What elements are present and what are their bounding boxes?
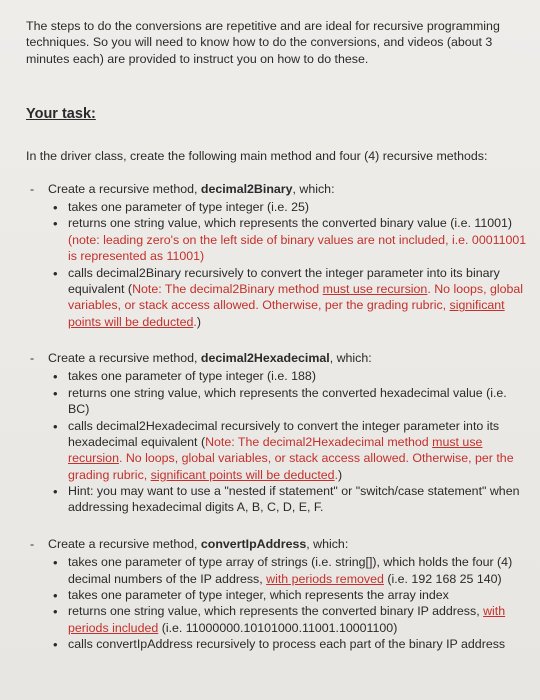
item-text: returns one string value, which represents the converted binary value (i.e. 11001): [68, 216, 513, 231]
list-item: [48, 199, 530, 215]
item-text: takes one parameter of type integer, which represents the array index: [68, 587, 449, 602]
list-item: [48, 603, 530, 636]
list-item: [48, 554, 530, 587]
note-text: .: [334, 467, 339, 482]
underlined-note: significant points will be deducted: [150, 467, 335, 482]
title-text: , which:: [329, 351, 372, 365]
block-title: [48, 181, 530, 197]
bullet-list: [48, 368, 530, 515]
method-block-convertipaddress: [26, 536, 530, 653]
note-text: . No loops, global variables, or stack access allowed. Otherwise, per the grading rubric,: [68, 281, 524, 313]
bullet-icon: •: [53, 385, 58, 401]
method-block-decimal2hexadecimal: [26, 350, 530, 516]
dash-marker: -: [30, 181, 35, 196]
bullet-icon: •: [53, 587, 58, 603]
list-item: [48, 587, 530, 603]
item-text: ): [196, 314, 201, 329]
bullet-icon: •: [53, 484, 58, 499]
list-item: [48, 385, 530, 418]
list-item: [48, 483, 530, 516]
bullet-icon: •: [53, 200, 58, 215]
bullet-icon: •: [53, 369, 58, 385]
method-block-decimal2binary: [26, 181, 530, 330]
note-text: (note: leading zero's on the left side of binary values are not included, i.e. 00011001 is represented as 11001): [68, 232, 527, 264]
method-name: convertIpAddress: [200, 536, 307, 551]
bullet-icon: •: [53, 604, 58, 620]
bullet-icon: •: [53, 637, 58, 652]
item-text: (i.e. 192 168 25 140): [383, 571, 502, 586]
item-text: (i.e. 11000000.10101000.11001.10001100): [158, 620, 398, 635]
title-text: Create a recursive method,: [48, 181, 201, 196]
intro-paragraph: The steps to do the conversions are repetitive and are ideal for recursive programming techniques. So you will need to know how to do the conversions, and videos (about 3 minutes each) are provided to instruct you on how to do these.: [26, 19, 500, 66]
title-text: , which:: [306, 536, 349, 551]
item-text: calls decimal2Binary recursively to convert the integer parameter into its binary equivalent (: [68, 265, 500, 296]
dash-marker: -: [30, 351, 35, 365]
title-text: Create a recursive method,: [48, 536, 201, 551]
list-item: [48, 418, 530, 484]
note-text: Note: The decimal2Hexadecimal method: [205, 434, 433, 449]
note-text: .: [193, 314, 197, 329]
title-text: , which:: [292, 181, 335, 196]
item-text: Hint: you may want to use a "nested if statement" or "switch/case statement" when addressing hexadecimal digits A, B, C, D, E, F.: [68, 484, 520, 515]
list-item: [48, 368, 530, 384]
list-item: [48, 265, 530, 331]
bullet-icon: •: [53, 555, 58, 571]
underlined-note: must use recursion: [322, 281, 428, 296]
bullet-icon: •: [53, 418, 58, 434]
title-text: Create a recursive method,: [48, 351, 201, 365]
underlined-note: must use recursion: [68, 434, 483, 466]
bullet-icon: •: [53, 265, 58, 281]
bullet-icon: •: [53, 216, 58, 232]
item-text: returns one string value, which represents the converted binary IP address,: [68, 604, 484, 619]
item-text: takes one parameter of type array of strings (i.e. string[]), which holds the four (4) decimal numbers of the IP address,: [68, 555, 513, 586]
block-title: [48, 350, 530, 366]
list-item: [48, 636, 530, 652]
lead-paragraph: In the driver class, create the following main method and four (4) recursive methods:: [26, 149, 488, 164]
block-title: [48, 536, 530, 552]
underlined-note: with periods removed: [266, 571, 384, 586]
note-text: Note: The decimal2Binary method: [132, 281, 323, 296]
method-name: decimal2Hexadecimal: [200, 351, 330, 365]
item-text: ): [338, 467, 343, 482]
bullet-list: [48, 554, 530, 652]
underlined-note: significant points will be deducted: [68, 298, 505, 329]
item-text: calls convertIpAddress recursively to process each part of the binary IP address: [68, 637, 506, 651]
item-text: calls decimal2Hexadecimal recursively to convert the integer parameter into its hexadecimal equivalent (: [68, 418, 500, 449]
dash-marker: -: [30, 536, 35, 551]
item-text: takes one parameter of type integer (i.e. 25): [68, 200, 310, 214]
list-item: [48, 215, 530, 264]
method-name: decimal2Binary: [200, 181, 293, 196]
task-heading: Your task:: [26, 106, 96, 123]
note-text: . No loops, global variables, or stack access allowed. Otherwise, per the grading rubric,: [68, 451, 514, 482]
item-text: returns one string value, which represents the converted hexadecimal value (i.e. BC): [68, 385, 507, 417]
item-text: takes one parameter of type integer (i.e. 188): [68, 369, 316, 384]
bullet-list: [48, 199, 530, 330]
underlined-note: with periods included: [68, 604, 506, 635]
